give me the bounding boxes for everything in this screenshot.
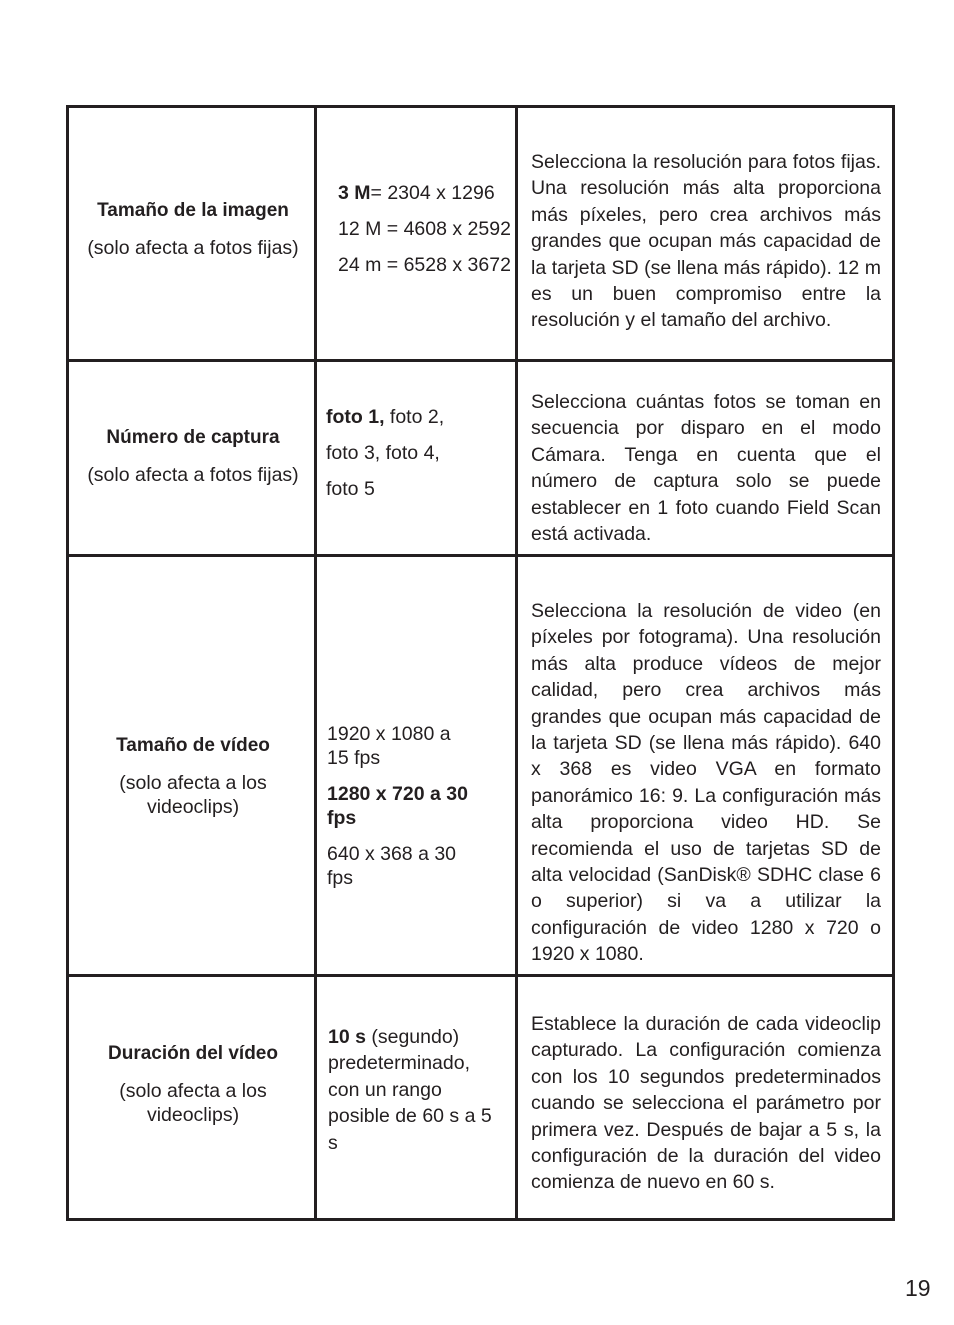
setting-subtitle: (solo afecta a los videoclips) xyxy=(119,772,267,818)
option-item: foto 1, foto 2, xyxy=(326,406,445,428)
setting-title: Número de captura xyxy=(106,427,280,448)
page-number: 19 xyxy=(905,1275,931,1301)
option-item: 1280 x 720 a 30 fps xyxy=(327,783,468,829)
setting-subtitle: (solo afecta a los videoclips) xyxy=(119,1080,267,1126)
setting-subtitle: (solo afecta a fotos fijas) xyxy=(87,237,299,259)
row-divider xyxy=(69,974,892,977)
setting-label-cell xyxy=(72,199,314,260)
setting-description: Establece la duración de cada videoclip capturado. La configuración comienza con los 10 segundos predeterminados cuando se selecciona el parámetro por primera vez. Después de bajar a 5 s, la configuración de la duración del video comienza de nuevo en 60 s. xyxy=(531,1013,881,1194)
setting-subtitle: (solo afecta a fotos fijas) xyxy=(87,464,299,486)
setting-options-cell xyxy=(338,181,515,277)
setting-options-cell xyxy=(327,722,477,890)
setting-description: Selecciona cuántas fotos se toman en secuencia por disparo en el modo Cámara. Tenga en cuenta que el número de captura solo se puede establecer en 1 foto cuando Field Scan está activada. xyxy=(531,391,881,546)
setting-label-cell xyxy=(72,734,314,819)
column-divider xyxy=(515,108,518,1218)
settings-table xyxy=(66,105,895,1221)
option-item: foto 3, foto 4, xyxy=(326,442,440,464)
setting-label-cell xyxy=(72,1042,314,1127)
option-item: 640 x 368 a 30 fps xyxy=(327,843,457,889)
option-item: 3 M= 2304 x 1296 xyxy=(338,182,495,204)
option-item: 24 m = 6528 x 3672 xyxy=(338,254,511,276)
setting-title: Duración del vídeo xyxy=(108,1043,278,1064)
setting-label-cell xyxy=(72,426,314,487)
setting-title: Tamaño de vídeo xyxy=(116,735,270,756)
setting-description: Selecciona la resolución de video (en píxeles por fotograma). Una resolución más alta produce vídeos de mejor calidad, pero crea archivos más grandes que ocupan más capacidad de la tarjeta SD (se llena más rápido). 640 x 368 es video VGA en formato panorámico 16: 9. La configuración más alta proporciona video HD. Se recomienda el uso de tarjetas SD de alta velocidad (SanDisk® SDHC clase 6 o superior) si va a utilizar la configuración de video 1280 x 720 o 1920 x 1080. xyxy=(531,600,881,966)
option-item: 1920 x 1080 a 15 fps xyxy=(327,723,451,769)
option-item: foto 5 xyxy=(326,478,375,500)
row-divider xyxy=(69,359,892,362)
option-item: 12 M = 4608 x 2592 xyxy=(338,218,511,240)
setting-title: Tamaño de la imagen xyxy=(97,200,289,221)
setting-options-cell xyxy=(326,405,512,501)
setting-options-cell xyxy=(328,1024,500,1156)
column-divider xyxy=(314,108,317,1218)
row-divider xyxy=(69,554,892,557)
option-item: 10 s (segundo) predeterminado, con un rango posible de 60 s a 5 s xyxy=(328,1026,492,1154)
setting-description: Selecciona la resolución para fotos fijas. Una resolución más alta proporciona más píxeles, pero crea archivos más grandes que ocupan más capacidad de la tarjeta SD (se llena más rápido). 12 m es un buen compromiso entre la resolución y el tamaño del archivo. xyxy=(531,151,881,332)
